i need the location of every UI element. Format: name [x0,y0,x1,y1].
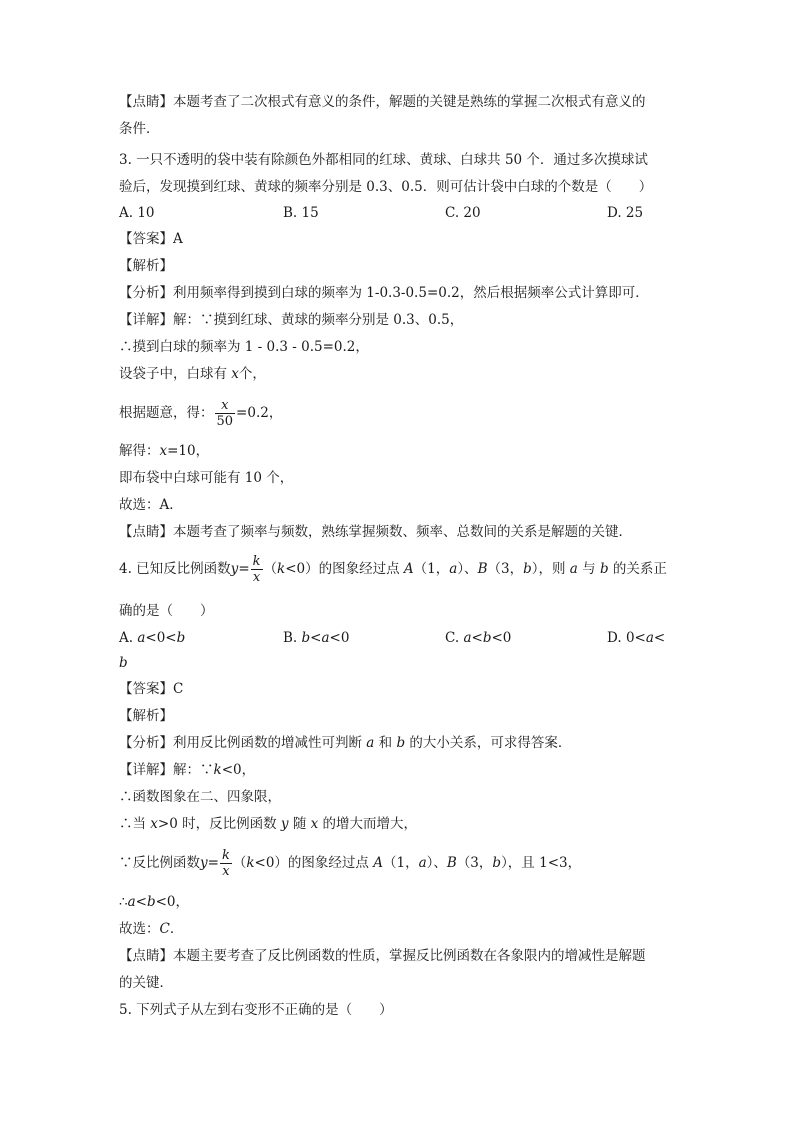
q4-option-c: C. a<b<0 [445,630,512,646]
q3-choice-line: 故选：A． [119,497,183,513]
q3-solve-line: 解得：x=10， [119,443,210,459]
q4-xiangjie-line3: ∴当 x>0 时，反比例函数 y 随 x 的增大而增大， [119,816,418,832]
q4-xiangjie-line1: 【详解】解：∵k<0， [119,762,256,778]
q3-stem-line1: 3. 一只不透明的袋中装有除颜色外都相同的红球、黄球、白球共 50 个．通过多次摸球试 [119,152,648,168]
q3-option-a: A. 10 [119,205,155,221]
q4-jiexi-heading: 【解析】 [119,708,173,724]
q4-choice-line: 故选：C． [119,921,184,937]
q3-answer: 【答案】A [119,231,183,247]
q3-option-d: D. 25 [607,205,644,221]
q4-stem-line2: 确的是（ ） [119,603,214,619]
q4-dianjing-line2: 的关键． [119,975,173,991]
q4-option-b: B. b<a<0 [283,630,350,646]
q5-stem: 5. 下列式子从左到右变形不正确的是（ ） [119,1002,393,1018]
q4-dianjing-line1: 【点睛】本题主要考查了反比例函数的性质，掌握反比例函数在各象限内的增减性是解题 [119,948,646,964]
q2-dianjing-line1: 【点睛】本题考查了二次根式有意义的条件，解题的关键是熟练的掌握二次根式有意义的 [119,94,646,110]
q4-xiangjie-line2: ∴函数图象在二、四象限， [119,789,281,805]
q4-xiangjie-line5: ∴a<b<0， [119,894,190,910]
q4-option-a: A. a<0<b [119,630,186,646]
q3-xiangjie-line1: 【详解】解：∵摸到红球、黄球的频率分别是 0.3、0.5， [119,312,464,328]
q3-xiangjie-line3: 设袋子中，白球有 x个， [119,366,266,382]
q4-option-d-wrap: b [119,655,128,671]
fraction-k-over-x-2: $\frac{k}{x}$ [221,848,230,879]
q4-xiangjie-line4: ∵反比例函数y= $\frac{k}{x}$ （k<0）的图象经过点 A（1，a）、B（3，b），且 1<3， [119,848,582,879]
q4-fenxi: 【分析】利用反比例函数的增减性可判断 a 和 b 的大小关系，可求得答案． [119,735,572,751]
q3-dianjing: 【点睛】本题考查了频率与频数，熟练掌握频数、频率、总数间的关系是解题的关键． [119,524,632,540]
fraction-k-over-x: $\frac{k}{x}$ [252,554,261,585]
q3-equation-line: 根据题意，得： $\frac{x}{50}$ =0.2， [119,398,283,429]
q3-jiexi-heading: 【解析】 [119,258,173,274]
q3-option-b: B. 15 [283,205,319,221]
fraction-x-over-50: $\frac{x}{50}$ [216,398,234,429]
q4-stem-line1: 4. 已知反比例函数y= $\frac{k}{x}$ （k<0）的图象经过点 A（1，a）、B（3，b），则 a 与 b 的关系正 [119,554,667,585]
q4-option-d: D. 0<a< [607,630,666,646]
q3-stem-line2: 验后，发现摸到红球、黄球的频率分别是 0.3、0.5．则可估计袋中白球的个数是（ ） [119,179,653,195]
q3-option-c: C. 20 [445,205,481,221]
q2-dianjing-line2: 条件． [119,121,160,137]
q3-xiangjie-line2: ∴摸到白球的频率为 1 - 0.3 - 0.5=0.2， [119,339,369,355]
q3-conclusion-line: 即布袋中白球可能有 10 个， [119,470,294,486]
q3-fenxi: 【分析】利用频率得到摸到白球的频率为 1-0.3-0.5=0.2，然后根据频率公式计算即可． [119,285,649,301]
q4-answer: 【答案】C [119,681,184,697]
